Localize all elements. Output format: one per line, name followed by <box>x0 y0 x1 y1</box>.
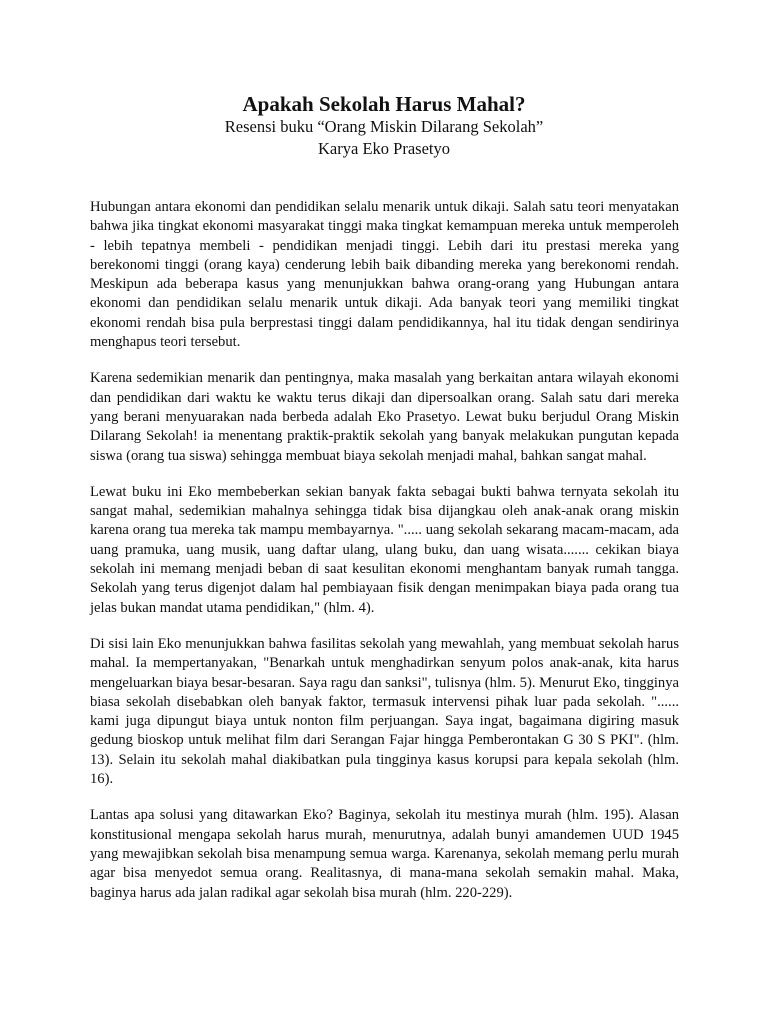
page-title: Apakah Sekolah Harus Mahal? <box>242 92 526 116</box>
subtitle-line-1: Resensi buku “Orang Miskin Dilarang Sekolah” <box>224 117 544 136</box>
paragraph-1: Hubungan antara ekonomi dan pendidikan selalu menarik untuk dikaji. Salah satu teori menyatakan bahwa jika tingkat ekonomi masyarakat tinggi maka tingkat kemampuan mereka untuk memperoleh - lebih tepatnya membeli - pendidikan menjadi tinggi. Lebih dari itu prestasi mereka yang berekonomi tinggi (orang kaya) cenderung lebih baik dibanding mereka yang berekonomi rendah. Meskipun ada beberapa kasus yang menunjukkan bahwa orang-orang yang Hubungan antara ekonomi dan pendidikan selalu menarik untuk dikaji. Ada banyak teori yang memiliki tingkat ekonomi rendah bisa pula berprestasi tinggi dalam pendidikannya, hal itu tidak dengan sendirinya menghapus teori tersebut. <box>90 199 679 351</box>
paragraph-4: Di sisi lain Eko menunjukkan bahwa fasilitas sekolah yang mewahlah, yang membuat sekolah harus mahal. Ia mempertanyakan, "Benarkah untuk menghadirkan senyum polos anak-anak, kita harus mengeluarkan biaya besar-besaran. Saya ragu dan sanksi", tulisnya (hlm. 5). Menurut Eko, tingginya biasa sekolah disebabkan oleh banyak faktor, termasuk intervensi pihak luar pada sekolah. "...... kami juga dipungut biaya untuk nonton film perjuangan. Saya ingat, bagaimana digiring masuk gedung bioskop untuk melihat film dari Serangan Fajar hingga Pemberontakan G 30 S PKI". (hlm. 13). Selain itu sekolah mahal diakibatkan pula tingginya kasus korupsi para kepala sekolah (hlm. 16). <box>90 635 679 788</box>
subtitle-line-2: Karya Eko Prasetyo <box>318 139 450 158</box>
paragraph-5: Lantas apa solusi yang ditawarkan Eko? Baginya, sekolah itu mestinya murah (hlm. 195). Alasan konstitusional mengapa sekolah harus murah, menurutnya, adalah bunyi amandemen UUD 1945 yang mewajibkan sekolah bisa menampung semua warga. Karenanya, sekolah memang perlu murah agar bisa menyedot semua orang. Realitasnya, di mana-mana sekolah semakin mahal. Maka, baginya harus ada jalan radikal agar sekolah bisa murah (hlm. 220-229). <box>90 807 679 901</box>
paragraph-2: Karena sedemikian menarik dan pentingnya, maka masalah yang berkaitan antara wilayah ekonomi dan pendidikan dari waktu ke waktu terus dikaji dan dipersoalkan orang. Salah satu dari mereka yang berani menyuarakan nada berbeda adalah Eko Prasetyo. Lewat buku berjudul Orang Miskin Dilarang Sekolah! ia menentang praktik-praktik sekolah yang banyak melakukan pungutan kepada siswa (orang tua siswa) sehingga membuat biaya sekolah menjadi mahal, bahkan sangat mahal. <box>90 370 679 464</box>
document-header <box>0 92 768 160</box>
paragraph-3: Lewat buku ini Eko membeberkan sekian banyak fakta sebagai bukti bahwa ternyata sekolah itu sangat mahal, sedemikian mahalnya sehingga tidak bisa dijangkau oleh anak-anak orang miskin karena orang tua mereka tak mampu membayarnya. "..... uang sekolah sekarang macam-macam, ada uang pramuka, uang musik, uang daftar ulang, ulang buku, dan uang wisata....... cekikan biaya sekolah ini memang menjadi beban di saat kesulitan ekonomi menghantam banyak rumah tangga. Sekolah yang terus digenjot dalam hal pembiayaan fisik dengan menimpakan biaya pada orang tua jelas bukan mandat utama pendidikan," (hlm. 4). <box>90 483 679 616</box>
document-body <box>90 198 679 920</box>
